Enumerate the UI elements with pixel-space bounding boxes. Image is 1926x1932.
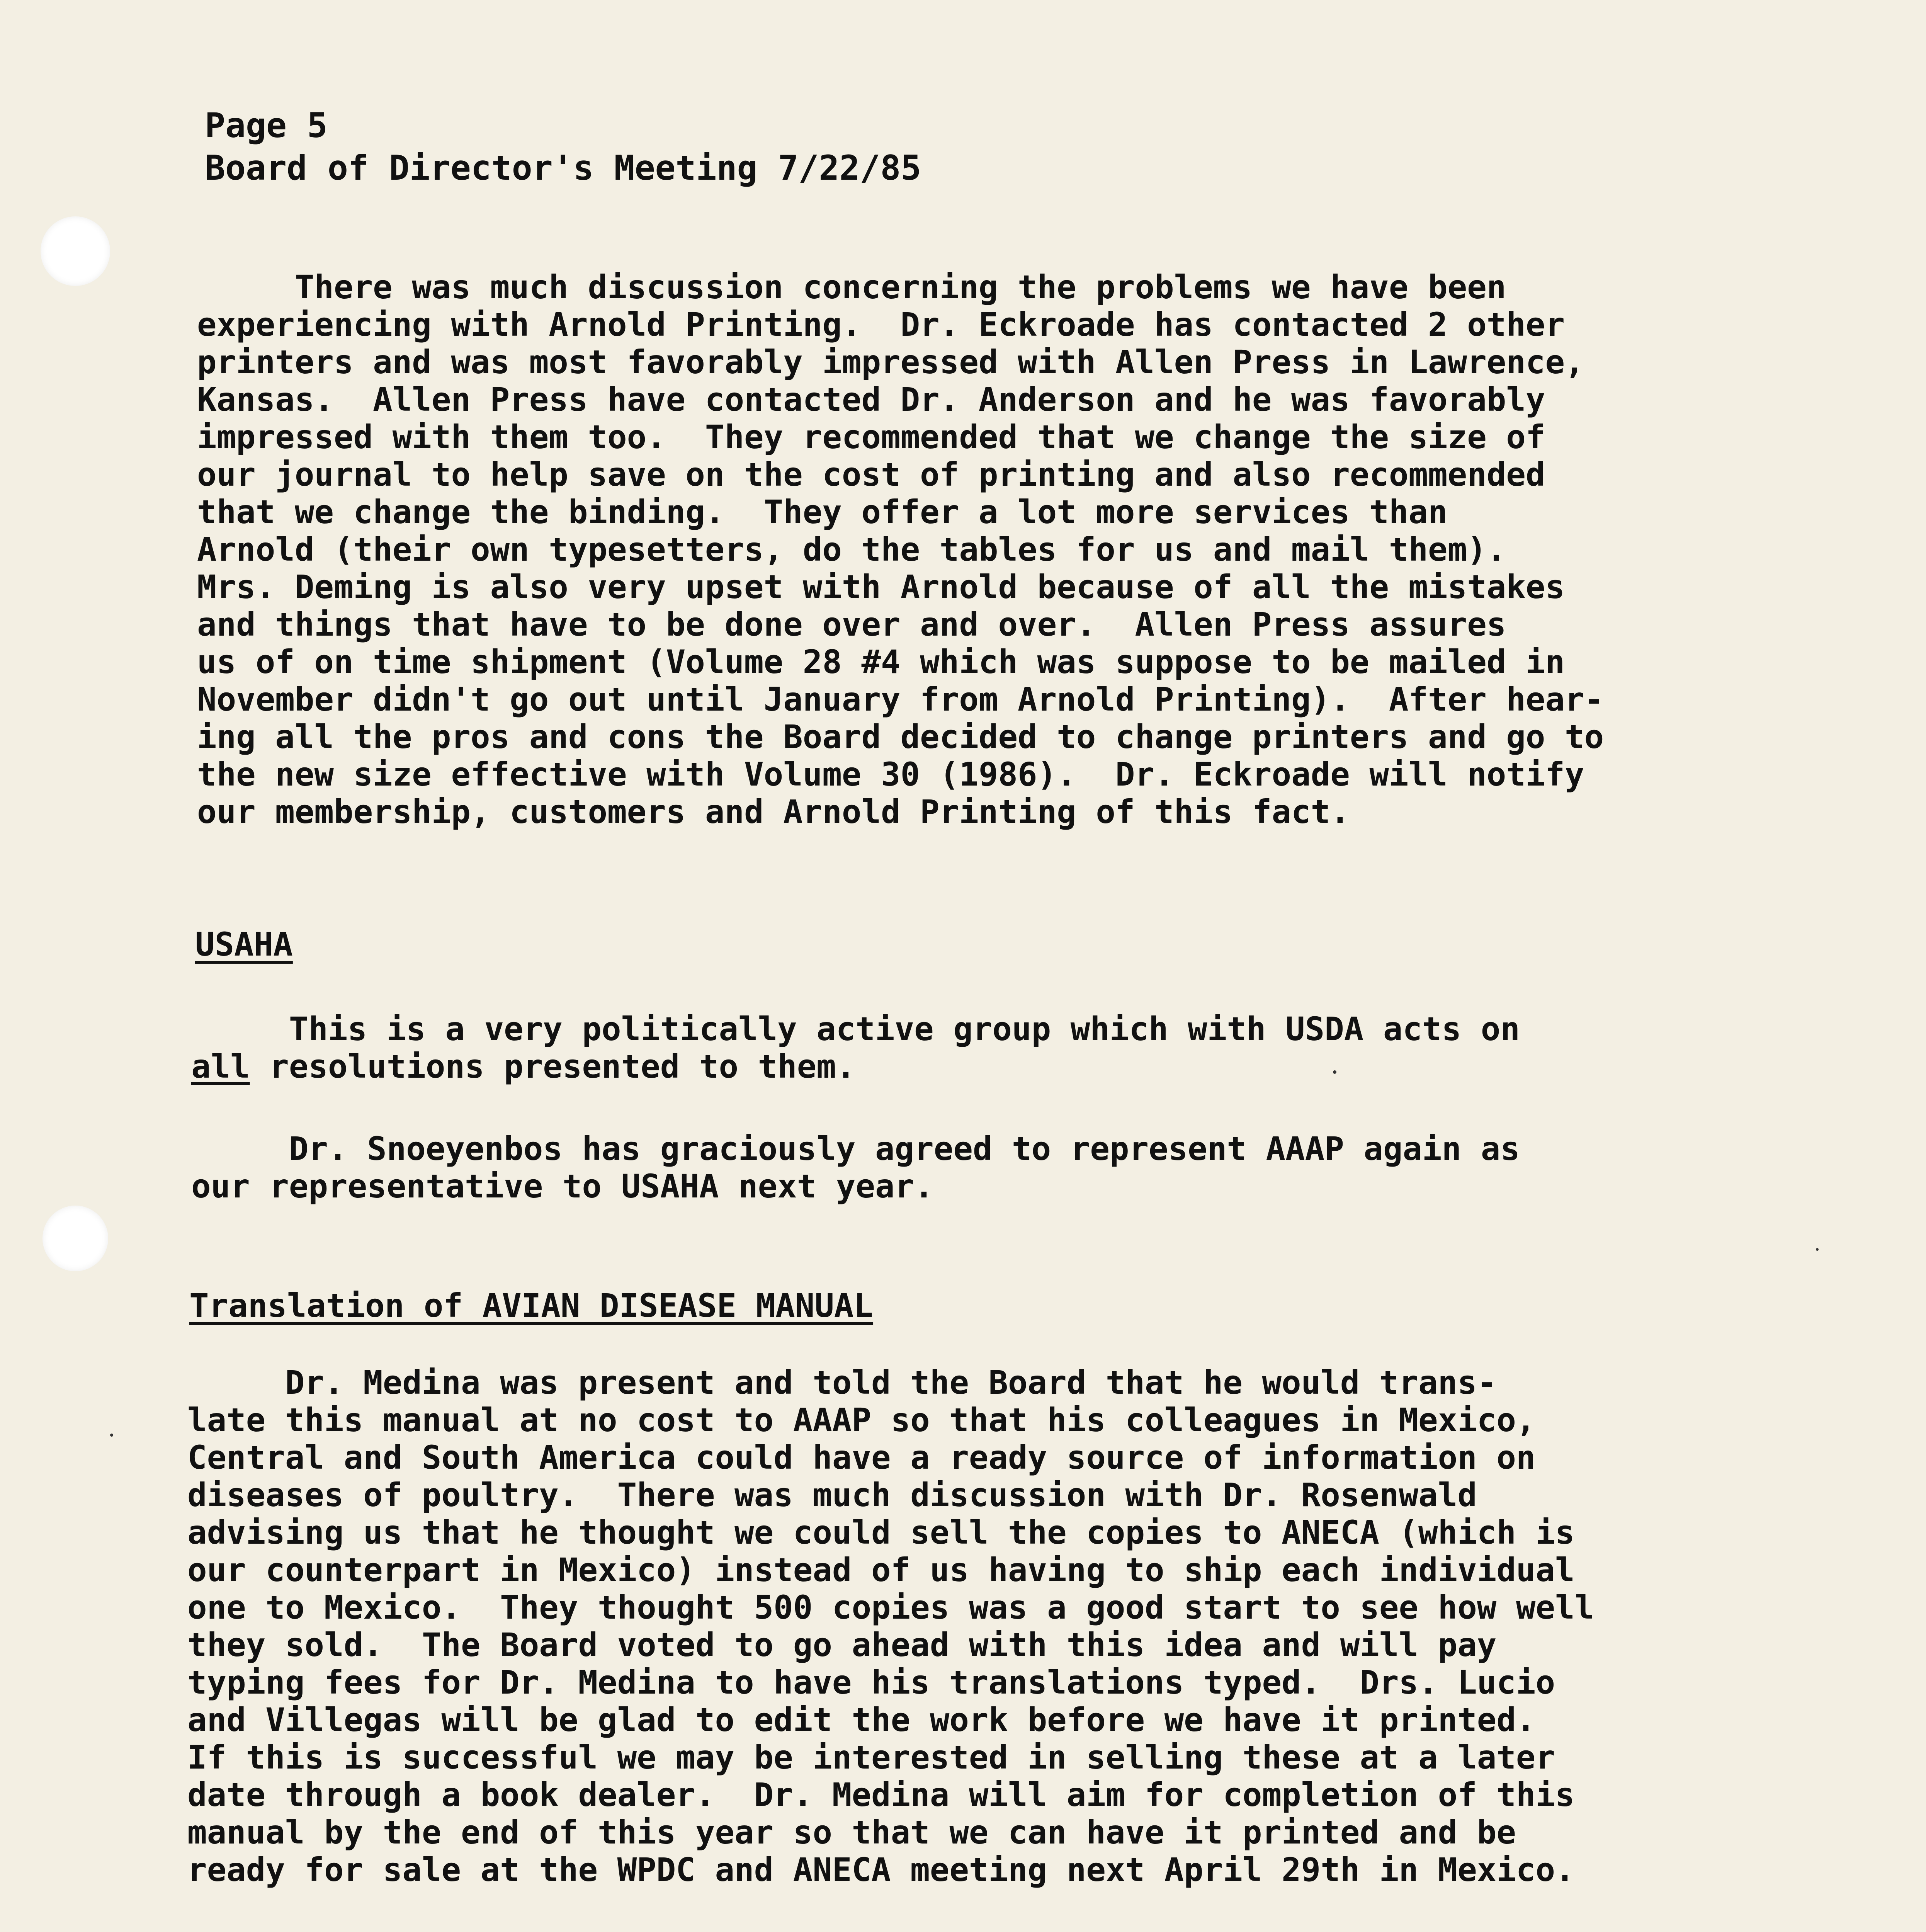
text-line: Arnold (their own typesetters, do the tables for us and mail them).	[197, 531, 1506, 568]
punch-hole-middle	[42, 1206, 108, 1271]
usaha-paragraph-1	[191, 1010, 1520, 1085]
text-line: November didn't go out until January from Arnold Printing). After hear-	[197, 680, 1604, 718]
scan-speck	[1333, 1070, 1336, 1074]
scan-speck	[110, 1434, 113, 1437]
text-line: ready for sale at the WPDC and ANECA meeting next April 29th in Mexico.	[187, 1851, 1575, 1889]
text-line: printers and was most favorably impressed with Allen Press in Lawrence,	[197, 343, 1584, 381]
text-line: that we change the binding. They offer a lot more services than	[197, 493, 1448, 531]
meeting-title: Board of Director's Meeting 7/22/85	[205, 148, 921, 188]
text-line: our counterpart in Mexico) instead of us having to ship each individual	[187, 1551, 1575, 1589]
text-line: our journal to help save on the cost of printing and also recommended	[197, 456, 1545, 493]
text-line: advising us that he thought we could sell the copies to ANECA (which is	[187, 1514, 1575, 1551]
text-line: our membership, customers and Arnold Printing of this fact.	[197, 793, 1350, 831]
printing-paragraph	[197, 269, 1604, 831]
text-line: Dr. Medina was present and told the Board that he would trans-	[187, 1364, 1497, 1401]
text-line: us of on time shipment (Volume 28 #4 which was suppose to be mailed in	[197, 643, 1565, 681]
text-line: Kansas. Allen Press have contacted Dr. Anderson and he was favorably	[197, 381, 1545, 418]
text-line: resolutions presented to them.	[250, 1048, 856, 1085]
text-line: date through a book dealer. Dr. Medina will aim for completion of this	[187, 1776, 1575, 1814]
translation-heading: Translation of AVIAN DISEASE MANUAL	[189, 1287, 874, 1325]
usaha-heading: USAHA	[195, 925, 293, 963]
text-line: one to Mexico. They thought 500 copies was a good start to see how well	[187, 1588, 1595, 1626]
page-header	[205, 104, 921, 189]
text-line: experiencing with Arnold Printing. Dr. Eckroade has contacted 2 other	[197, 306, 1565, 344]
text-line: and things that have to be done over and over. Allen Press assures	[197, 605, 1506, 643]
text-line: impressed with them too. They recommended that we change the size of	[197, 418, 1545, 456]
text-line: typing fees for Dr. Medina to have his translations typed. Drs. Lucio	[187, 1663, 1555, 1701]
text-line: Mrs. Deming is also very upset with Arnold because of all the mistakes	[197, 568, 1565, 606]
text-line: and Villegas will be glad to edit the work before we have it printed.	[187, 1701, 1536, 1739]
text-line: late this manual at no cost to AAAP so that his colleagues in Mexico,	[187, 1401, 1536, 1439]
text-line: ing all the pros and cons the Board decided to change printers and go to	[197, 718, 1604, 756]
text-line: Central and South America could have a ready source of information on	[187, 1439, 1536, 1476]
punch-hole-top	[41, 216, 110, 286]
scan-speck	[1816, 1248, 1819, 1251]
text-line: manual by the end of this year so that we can have it printed and be	[187, 1813, 1516, 1851]
translation-paragraph	[187, 1364, 1594, 1889]
text-line: our representative to USAHA next year.	[191, 1167, 934, 1205]
text-line: This is a very politically active group which with USDA acts on	[191, 1010, 1520, 1048]
text-line: Dr. Snoeyenbos has graciously agreed to represent AAAP again as	[191, 1130, 1520, 1168]
text-line: the new size effective with Volume 30 (1986). Dr. Eckroade will notify	[197, 755, 1584, 793]
text-line: diseases of poultry. There was much discussion with Dr. Rosenwald	[187, 1476, 1477, 1514]
text-line: There was much discussion concerning the problems we have been	[197, 268, 1506, 306]
usaha-paragraph-2	[191, 1130, 1520, 1205]
page-number: Page 5	[205, 105, 328, 145]
text-line: If this is successful we may be interested in selling these at a later	[187, 1738, 1555, 1776]
text-line: they sold. The Board voted to go ahead with this idea and will pay	[187, 1626, 1497, 1664]
emphasis-all: all	[191, 1048, 250, 1085]
